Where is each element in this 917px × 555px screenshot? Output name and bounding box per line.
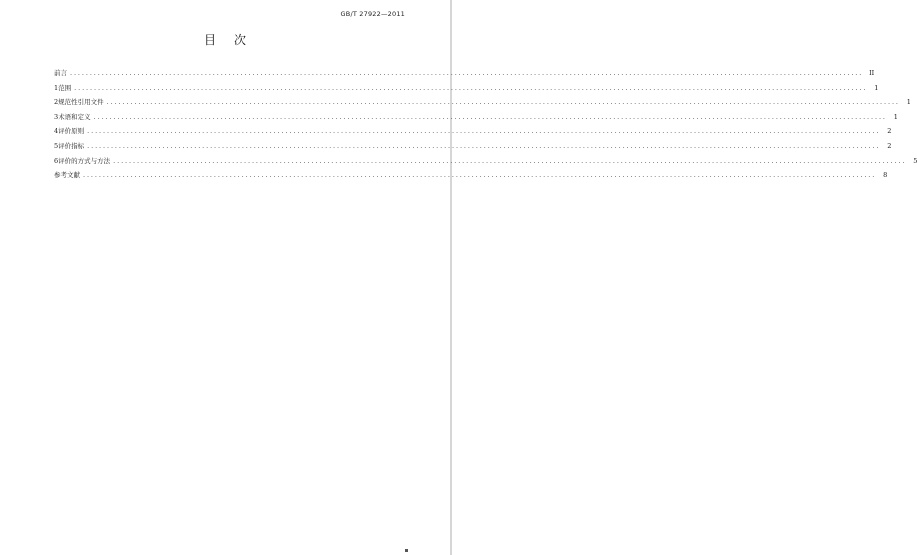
toc-leader-dots: ........................................................................................................................................................................................................ xyxy=(93,112,887,121)
toc-entry-evaluation-indicators[interactable] xyxy=(54,139,892,154)
toc-leader-dots: ........................................................................................................................................................................................................ xyxy=(113,156,907,165)
toc-leader-dots: ........................................................................................................................................................................................................ xyxy=(83,171,877,180)
toc-entry-label: 参考文献 xyxy=(54,171,80,180)
toc-title xyxy=(0,31,452,48)
toc-title-char-1: 目 xyxy=(203,33,218,47)
toc-entry-page: 5 xyxy=(913,156,917,165)
toc-entry-page: 2 xyxy=(887,127,892,136)
toc-entry-label: 规范性引用文件 xyxy=(58,98,104,107)
toc-entry-label: 范围 xyxy=(58,83,72,92)
toc-entry-bibliography[interactable] xyxy=(54,168,888,183)
toc-entry-page: 8 xyxy=(883,171,888,180)
table-of-contents xyxy=(54,66,917,183)
toc-entry-page: 1 xyxy=(906,98,911,107)
toc-entry-number: 5 xyxy=(54,141,59,150)
toc-entry-label: 评价的方式与方法 xyxy=(58,156,111,165)
toc-entry-foreword[interactable] xyxy=(54,66,875,81)
toc-leader-dots: ........................................................................................................................................................................................................ xyxy=(70,69,864,77)
toc-entry-terms-definitions[interactable] xyxy=(54,110,898,125)
toc-entry-number: 1 xyxy=(54,83,59,92)
toc-leader-dots: ........................................................................................................................................................................................................ xyxy=(74,83,868,92)
toc-entry-label: 术语和定义 xyxy=(58,112,91,121)
toc-entry-number: 6 xyxy=(54,156,59,165)
toc-leader-dots: ........................................................................................................................................................................................................ xyxy=(87,141,881,150)
toc-entry-label: 评价指标 xyxy=(58,141,85,150)
toc-entry-page: 2 xyxy=(887,141,892,150)
toc-title-char-2: 次 xyxy=(234,33,249,47)
toc-entry-number: 2 xyxy=(54,98,59,107)
toc-entry-label: 前言 xyxy=(54,69,67,77)
toc-entry-page: 1 xyxy=(893,112,898,121)
toc-leader-dots: ........................................................................................................................................................................................................ xyxy=(87,127,881,136)
toc-entry-number: 3 xyxy=(54,112,59,121)
scan-mark xyxy=(405,549,408,552)
toc-entry-page: II xyxy=(869,69,875,77)
toc-entry-evaluation-principles[interactable] xyxy=(54,124,892,139)
toc-entry-normative-references[interactable] xyxy=(54,95,911,110)
toc-entry-label: 评价原则 xyxy=(58,127,85,136)
toc-entry-page: 1 xyxy=(874,83,879,92)
standard-number: GB/T 27922—2011 xyxy=(340,10,405,18)
toc-entry-evaluation-methods[interactable] xyxy=(54,154,917,169)
toc-entry-number: 4 xyxy=(54,127,59,136)
toc-entry-scope[interactable] xyxy=(54,81,879,96)
toc-leader-dots: ........................................................................................................................................................................................................ xyxy=(106,98,900,107)
